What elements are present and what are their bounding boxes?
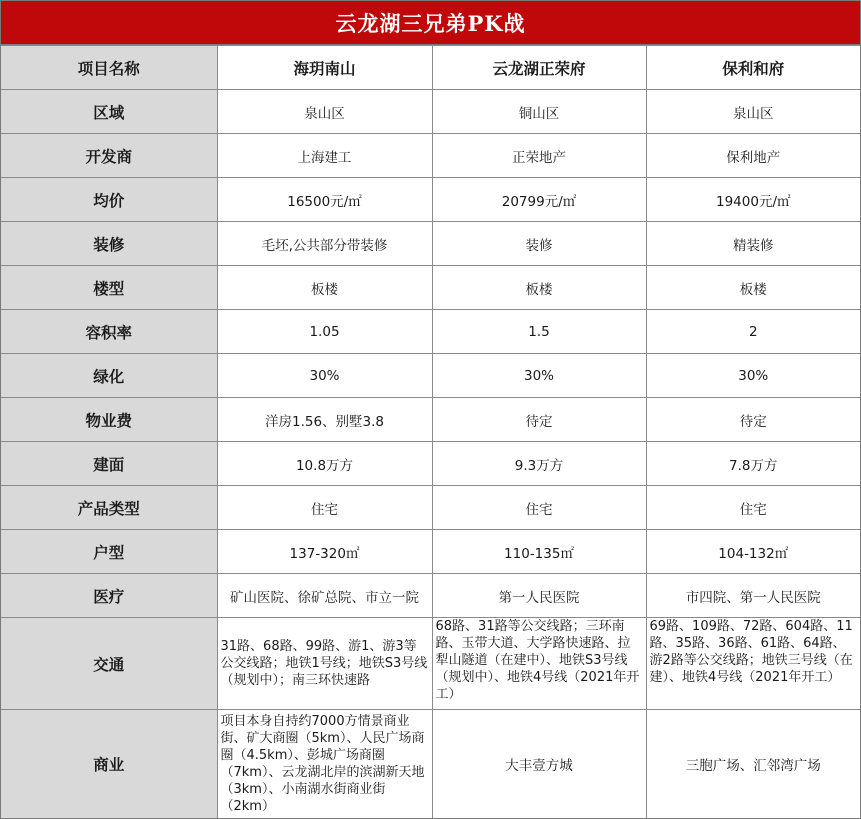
row-price xyxy=(1,178,860,222)
cell: 住宅 xyxy=(646,486,860,530)
cell: 104-132㎡ xyxy=(646,530,860,574)
cell: 30% xyxy=(646,354,860,398)
header-label: 项目名称 xyxy=(1,46,217,90)
cell: 住宅 xyxy=(432,486,646,530)
cell: 10.8万方 xyxy=(217,442,432,486)
cell: 110-135㎡ xyxy=(432,530,646,574)
project-name-1: 海玥南山 xyxy=(217,46,432,90)
comparison-table xyxy=(1,45,860,818)
header-row xyxy=(1,46,860,90)
row-transport xyxy=(1,618,860,710)
row-decoration xyxy=(1,222,860,266)
row-label: 产品类型 xyxy=(1,486,217,530)
cell: 1.5 xyxy=(432,310,646,354)
cell: 19400元/㎡ xyxy=(646,178,860,222)
cell: 毛坯,公共部分带装修 xyxy=(217,222,432,266)
cell: 待定 xyxy=(646,398,860,442)
page-title: 云龙湖三兄弟PK战 xyxy=(1,1,860,45)
row-unit-size xyxy=(1,530,860,574)
row-label: 装修 xyxy=(1,222,217,266)
project-name-2: 云龙湖正荣府 xyxy=(432,46,646,90)
row-label: 楼型 xyxy=(1,266,217,310)
cell: 铜山区 xyxy=(432,90,646,134)
cell: 2 xyxy=(646,310,860,354)
cell: 上海建工 xyxy=(217,134,432,178)
cell: 大丰壹方城 xyxy=(432,710,646,818)
cell: 保利地产 xyxy=(646,134,860,178)
cell: 泉山区 xyxy=(646,90,860,134)
row-label: 交通 xyxy=(1,618,217,710)
cell: 板楼 xyxy=(217,266,432,310)
cell: 1.05 xyxy=(217,310,432,354)
row-area xyxy=(1,442,860,486)
cell: 第一人民医院 xyxy=(432,574,646,618)
row-plot-ratio xyxy=(1,310,860,354)
cell: 市四院、第一人民医院 xyxy=(646,574,860,618)
cell: 三胞广场、汇邻湾广场 xyxy=(646,710,860,818)
cell: 精装修 xyxy=(646,222,860,266)
cell: 16500元/㎡ xyxy=(217,178,432,222)
row-label: 医疗 xyxy=(1,574,217,618)
cell: 30% xyxy=(217,354,432,398)
cell: 项目本身自持约7000方情景商业街、矿大商圈（5km）、人民广场商圈（4.5km）、彭城广场商圈（7km）、云龙湖北岸的滨湖新天地（3km）、小南湖水街商业街（2km） xyxy=(217,710,432,818)
cell: 正荣地产 xyxy=(432,134,646,178)
cell: 69路、109路、72路、604路、11路、35路、36路、61路、64路、游2路等公交线路；地铁三号线（在建）、地铁4号线（2021年开工） xyxy=(646,618,860,710)
cell: 板楼 xyxy=(432,266,646,310)
row-label: 均价 xyxy=(1,178,217,222)
cell: 7.8万方 xyxy=(646,442,860,486)
cell: 137-320㎡ xyxy=(217,530,432,574)
cell: 待定 xyxy=(432,398,646,442)
cell: 20799元/㎡ xyxy=(432,178,646,222)
row-developer xyxy=(1,134,860,178)
cell: 9.3万方 xyxy=(432,442,646,486)
row-label: 建面 xyxy=(1,442,217,486)
cell: 68路、31路等公交线路；三环南路、玉带大道、大学路快速路、拉犁山隧道（在建中）、地铁S3号线（规划中）、地铁4号线（2021年开工） xyxy=(432,618,646,710)
row-label: 区域 xyxy=(1,90,217,134)
cell: 板楼 xyxy=(646,266,860,310)
cell: 装修 xyxy=(432,222,646,266)
row-commerce xyxy=(1,710,860,818)
cell: 30% xyxy=(432,354,646,398)
cell: 31路、68路、99路、游1、游3等公交线路；地铁1号线；地铁S3号线（规划中）；南三环快速路 xyxy=(217,618,432,710)
row-product-type xyxy=(1,486,860,530)
row-label: 商业 xyxy=(1,710,217,818)
row-building-type xyxy=(1,266,860,310)
row-medical xyxy=(1,574,860,618)
row-region xyxy=(1,90,860,134)
row-label: 户型 xyxy=(1,530,217,574)
project-name-3: 保利和府 xyxy=(646,46,860,90)
cell: 住宅 xyxy=(217,486,432,530)
row-label: 开发商 xyxy=(1,134,217,178)
cell: 洋房1.56、别墅3.8 xyxy=(217,398,432,442)
row-label: 绿化 xyxy=(1,354,217,398)
row-label: 容积率 xyxy=(1,310,217,354)
row-property-fee xyxy=(1,398,860,442)
row-label: 物业费 xyxy=(1,398,217,442)
cell: 矿山医院、徐矿总院、市立一院 xyxy=(217,574,432,618)
cell: 泉山区 xyxy=(217,90,432,134)
row-greening xyxy=(1,354,860,398)
